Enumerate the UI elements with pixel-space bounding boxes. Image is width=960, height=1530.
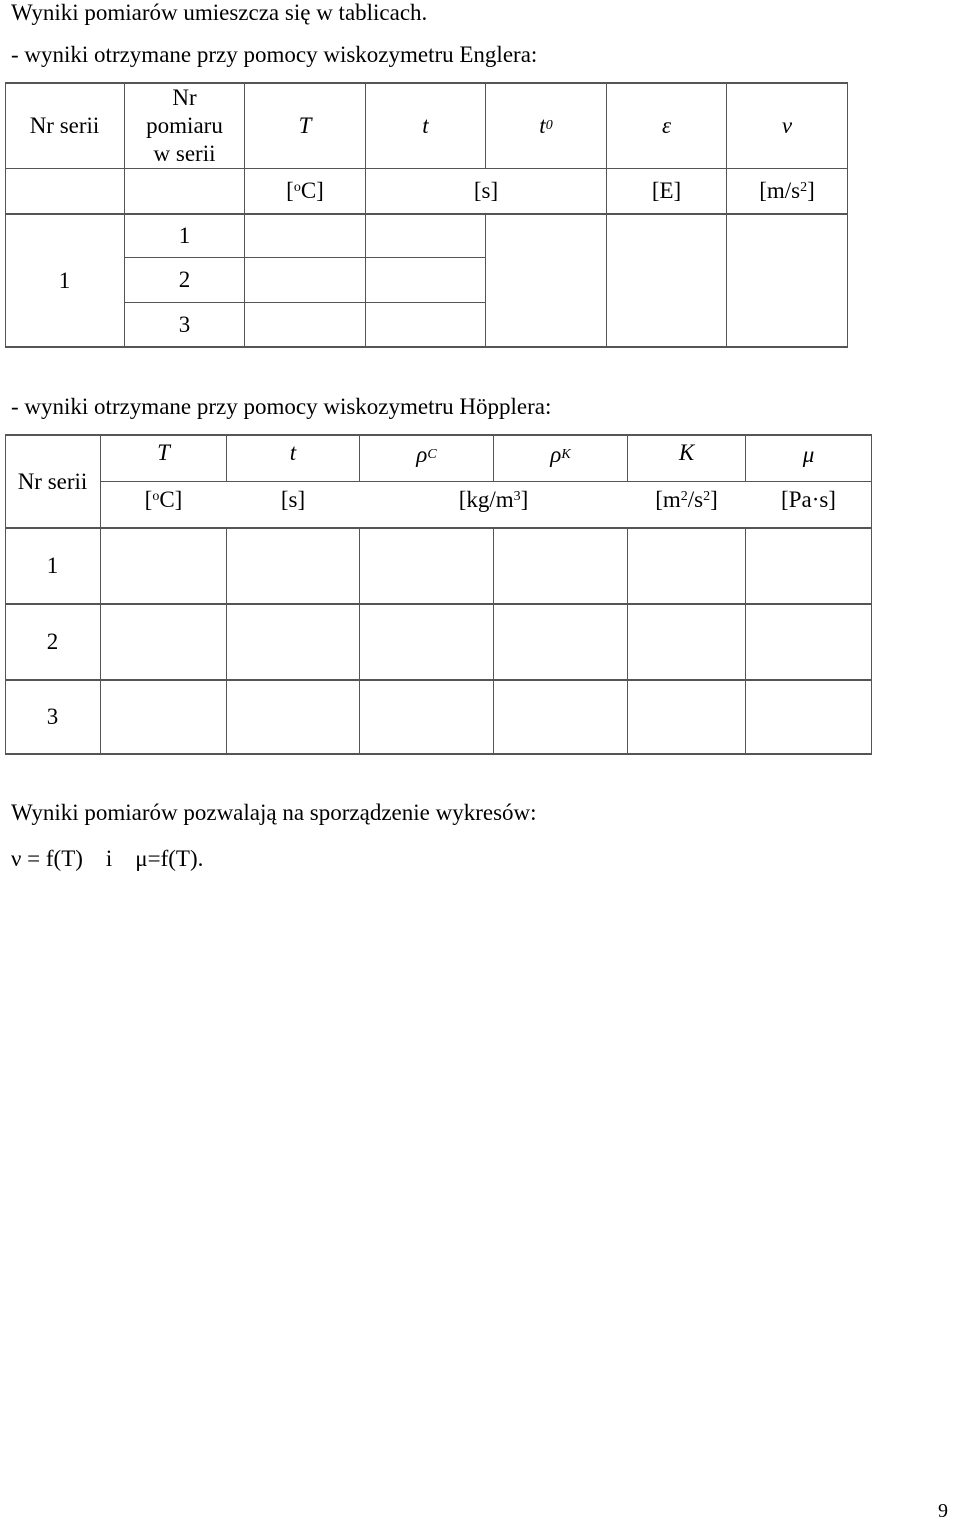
unit-ball-constant: [m $^2$ /s $^2$ ] [655, 487, 718, 512]
symbol-dynamic-viscosity: μ [802, 442, 815, 467]
hoppler-caption: - wyniki otrzymane przy pomocy wiskozymetru Höpplera: [11, 394, 552, 419]
unit-temperature: [ $^o$ C] [144, 487, 183, 512]
symbol-time: t [422, 113, 429, 138]
series-number: 2 [46, 629, 59, 654]
intro-text: Wyniki pomiarów umieszcza się w tablicach. [11, 0, 428, 25]
series-number: 3 [46, 704, 59, 729]
symbol-kinematic-viscosity: ν [781, 113, 793, 138]
symbol-liquid-density: ρ K [550, 442, 571, 467]
header-series-no: Nr serii [17, 468, 88, 494]
unit-dynamic-viscosity: [Pa·s] [781, 487, 836, 512]
unit-time: [s] [473, 178, 499, 203]
symbol-time: t [289, 440, 297, 465]
symbol-ball-constant: K [678, 440, 695, 465]
unit-engler: [E] [651, 178, 682, 203]
unit-kinematic-viscosity: [m/s $^2$ ] [759, 178, 815, 203]
symbol-temperature: T [157, 440, 170, 465]
symbol-time-water: t 0 [539, 113, 553, 138]
engler-caption: - wyniki otrzymane przy pomocy wiskozymetru Englera: [11, 42, 538, 67]
measurement-number: 3 [178, 311, 191, 337]
conclusion-text: Wyniki pomiarów pozwalają na sporządzenie wykresów: [11, 800, 537, 825]
measurement-number: 1 [178, 223, 191, 248]
unit-density: [kg/m $^3$ ] [458, 487, 529, 512]
symbol-temperature: T [298, 113, 312, 138]
measurement-number: 2 [178, 267, 191, 292]
series-number: 1 [58, 267, 71, 293]
symbol-engler-degree: ε [661, 113, 672, 138]
page-number: 9 [938, 1500, 948, 1522]
symbol-ball-density: ρ C [416, 442, 437, 467]
header-series-no: Nr serii [29, 113, 100, 138]
series-number: 1 [46, 553, 59, 578]
unit-temperature: [ $^o$ C] [286, 178, 324, 203]
unit-time: [s] [280, 487, 306, 512]
header-measurement-no: Nr pomiaru w serii [146, 85, 223, 166]
plot-relations: ν = f(T) i μ=f(T). [11, 846, 204, 871]
